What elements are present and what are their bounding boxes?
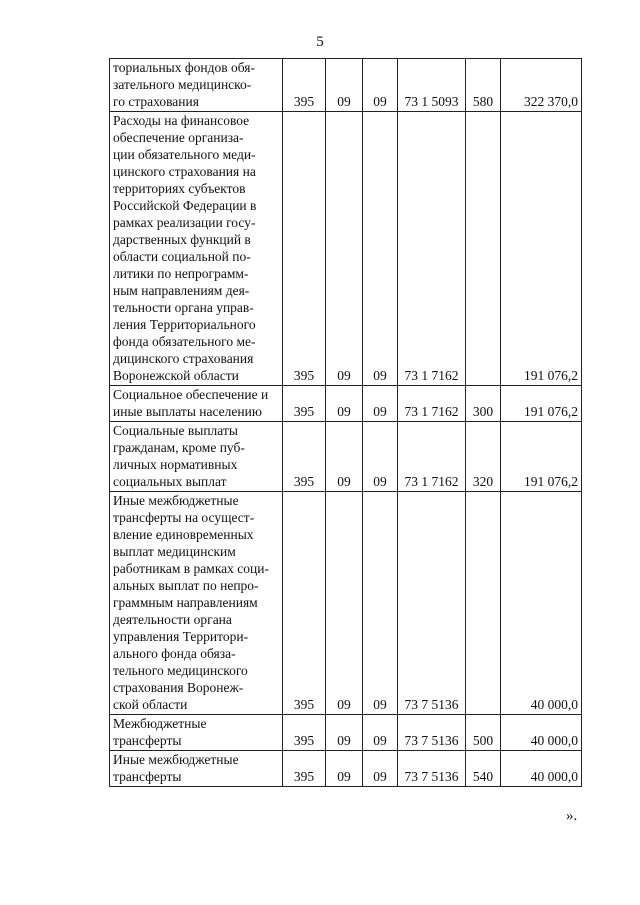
subsection-code-cell: 09: [363, 492, 398, 715]
item-name-line: ториальных фондов обя-: [113, 60, 255, 75]
item-name-line: альных выплат по непро-: [113, 578, 259, 593]
subsection-code-cell: 09: [363, 112, 398, 386]
section-code-cell: 09: [326, 492, 363, 715]
target-article-cell: 73 1 7162: [398, 112, 466, 386]
item-name-line: личных нормативных: [113, 457, 238, 472]
item-name-cell: [110, 59, 283, 112]
item-name-line: работникам в рамках соци-: [113, 561, 269, 576]
item-name-line: ции обязательного меди-: [113, 147, 256, 162]
item-name-line: литики по непрограмм-: [113, 266, 249, 281]
admin-code-cell: 395: [283, 492, 326, 715]
item-name-line: Межбюджетные: [113, 716, 207, 731]
target-article-cell: 73 1 7162: [398, 386, 466, 422]
subsection-code-cell: 09: [363, 422, 398, 492]
subsection-code-cell: 09: [363, 751, 398, 787]
item-name-line: рамках реализации госу-: [113, 215, 256, 230]
amount-cell: 40 000,0: [501, 751, 582, 787]
item-name-line: цинского страхования на: [113, 164, 256, 179]
item-name-cell: [110, 112, 283, 386]
section-code-cell: 09: [326, 112, 363, 386]
item-name-line: фонда обязательного ме-: [113, 334, 256, 349]
item-name-line: Иные межбюджетные: [113, 493, 239, 508]
item-name-line: тельного медицинского: [113, 663, 248, 678]
item-name-cell: [110, 492, 283, 715]
target-article-cell: 73 7 5136: [398, 715, 466, 751]
item-name-line: области социальной по-: [113, 249, 251, 264]
item-name-line: страхования Воронеж-: [113, 680, 244, 695]
expense-type-cell: [466, 492, 501, 715]
target-article-cell: 73 1 7162: [398, 422, 466, 492]
item-name-line: ным направлениям дея-: [113, 283, 250, 298]
table-row: [110, 59, 582, 112]
expense-type-cell: 580: [466, 59, 501, 112]
expense-type-cell: [466, 112, 501, 386]
target-article-cell: 73 7 5136: [398, 492, 466, 715]
amount-cell: 191 076,2: [501, 112, 582, 386]
amount-cell: 322 370,0: [501, 59, 582, 112]
item-name-cell: [110, 751, 283, 787]
budget-table: [109, 58, 582, 787]
table-row: [110, 386, 582, 422]
item-name-line: Социальные выплаты: [113, 423, 238, 438]
item-name-line: дарственных функций в: [113, 232, 251, 247]
section-code-cell: 09: [326, 422, 363, 492]
item-name-line: ления Территориального: [113, 317, 256, 332]
item-name-cell: [110, 422, 283, 492]
item-name-line: иные выплаты населению: [113, 404, 262, 419]
amount-cell: 191 076,2: [501, 422, 582, 492]
amount-cell: 191 076,2: [501, 386, 582, 422]
table-row: [110, 422, 582, 492]
expense-type-cell: 500: [466, 715, 501, 751]
target-article-cell: 73 1 5093: [398, 59, 466, 112]
item-name-line: управления Территори-: [113, 629, 249, 644]
table-row: [110, 112, 582, 386]
item-name-line: Расходы на финансовое: [113, 113, 250, 128]
item-name-line: ской области: [113, 697, 188, 712]
subsection-code-cell: 09: [363, 715, 398, 751]
item-name-line: деятельности органа: [113, 612, 232, 627]
table-row: [110, 751, 582, 787]
admin-code-cell: 395: [283, 422, 326, 492]
subsection-code-cell: 09: [363, 386, 398, 422]
subsection-code-cell: 09: [363, 59, 398, 112]
item-name-line: трансферты: [113, 733, 182, 748]
table-row: [110, 492, 582, 715]
item-name-line: ального фонда обяза-: [113, 646, 236, 661]
item-name-line: вление единовременных: [113, 527, 254, 542]
admin-code-cell: 395: [283, 715, 326, 751]
item-name-line: граммным направлениям: [113, 595, 258, 610]
item-name-line: социальных выплат: [113, 474, 227, 489]
item-name-line: территориях субъектов: [113, 181, 246, 196]
page-number: 5: [316, 34, 324, 50]
expense-type-cell: 300: [466, 386, 501, 422]
admin-code-cell: 395: [283, 112, 326, 386]
table-body: [110, 59, 582, 787]
expense-type-cell: 540: [466, 751, 501, 787]
item-name-line: го страхования: [113, 94, 199, 109]
closing-quote-mark: ».: [566, 808, 578, 824]
item-name-line: трансферты: [113, 769, 182, 784]
item-name-line: дицинского страхования: [113, 351, 254, 366]
section-code-cell: 09: [326, 715, 363, 751]
section-code-cell: 09: [326, 751, 363, 787]
amount-cell: 40 000,0: [501, 492, 582, 715]
item-name-line: гражданам, кроме пуб-: [113, 440, 245, 455]
target-article-cell: 73 7 5136: [398, 751, 466, 787]
admin-code-cell: 395: [283, 751, 326, 787]
expense-type-cell: 320: [466, 422, 501, 492]
item-name-line: Российской Федерации в: [113, 198, 257, 213]
item-name-line: тельности органа управ-: [113, 300, 254, 315]
section-code-cell: 09: [326, 59, 363, 112]
section-code-cell: 09: [326, 386, 363, 422]
item-name-line: Иные межбюджетные: [113, 752, 239, 767]
table-row: [110, 715, 582, 751]
amount-cell: 40 000,0: [501, 715, 582, 751]
item-name-line: обеспечение организа-: [113, 130, 244, 145]
item-name-line: трансферты на осущест-: [113, 510, 255, 525]
admin-code-cell: 395: [283, 59, 326, 112]
admin-code-cell: 395: [283, 386, 326, 422]
item-name-cell: [110, 386, 283, 422]
item-name-line: Социальное обеспечение и: [113, 387, 269, 402]
item-name-line: Воронежской области: [113, 368, 239, 383]
item-name-cell: [110, 715, 283, 751]
item-name-line: выплат медицинским: [113, 544, 236, 559]
item-name-line: зательного медицинско-: [113, 77, 252, 92]
